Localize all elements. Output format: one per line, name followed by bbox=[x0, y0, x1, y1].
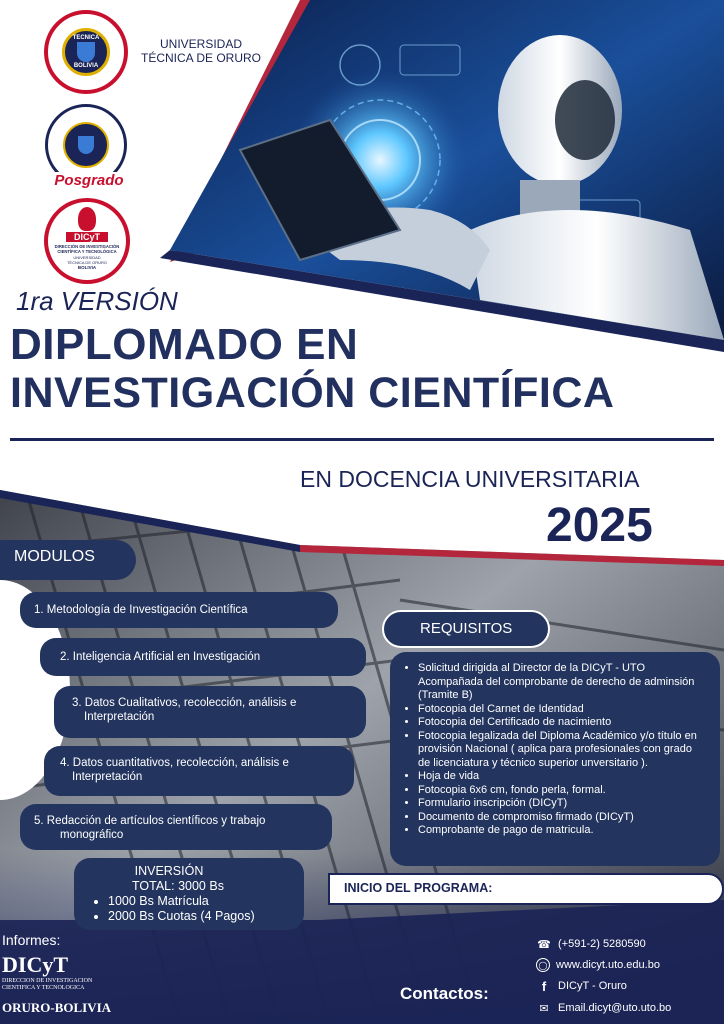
dicyt-logo bbox=[44, 198, 130, 284]
uto-logo-text-bottom: BOLIVIA bbox=[73, 63, 99, 69]
dicyt-logo-line3: UNIVERSIDAD bbox=[73, 254, 101, 260]
module-text: Interpretación bbox=[72, 771, 143, 783]
requirements-list bbox=[404, 662, 706, 838]
contacts-label: Contactos: bbox=[400, 984, 489, 1003]
requirement-item: • Hoja de vida bbox=[418, 770, 706, 784]
module-text: monográfico bbox=[60, 829, 124, 841]
investment-heading: INVERSIÓN bbox=[134, 864, 204, 878]
emblem-icon bbox=[78, 136, 94, 154]
year: 2025 bbox=[546, 499, 653, 552]
modules-heading: MODULOS bbox=[0, 540, 136, 580]
contact-facebook[interactable] bbox=[536, 978, 671, 994]
investment-panel bbox=[74, 858, 304, 930]
contact-email[interactable] bbox=[536, 1000, 671, 1016]
contact-email-text: Email.dicyt@uto.uto.bo bbox=[558, 1002, 672, 1014]
requirement-item: • Comprobante de pago de matricula. bbox=[418, 824, 706, 838]
informes-line1: DIRECCION DE INVESTIGACION bbox=[2, 978, 93, 984]
requirement-item: • Documento de compromiso firmado (DICyT) bbox=[418, 811, 706, 825]
module-text: 4. Datos cuantitativos, recolección, análisis e bbox=[60, 757, 289, 769]
dicyt-logo-line5: BOLIVIA bbox=[77, 264, 97, 270]
contact-web[interactable] bbox=[536, 958, 671, 972]
module-item bbox=[20, 804, 332, 850]
requirement-item: • Fotocopia legalizada del Diploma Académico y/o título en provisión Nacional ( aplica para profesionales con grado de licenciatura y técnico superior unversitario ). bbox=[418, 730, 706, 771]
requirement-item: • Fotocopia del Carnet de Identidad bbox=[418, 703, 706, 717]
informes-line2: CIENTIFICA Y TECNOLOGICA bbox=[2, 985, 85, 991]
informes-name: DICyT bbox=[2, 952, 69, 977]
uto-logo-text-top: TECNICA bbox=[72, 35, 100, 41]
requirement-item: • Fotocopia del Certificado de nacimiento bbox=[418, 716, 706, 730]
module-item bbox=[20, 592, 338, 628]
uto-logo bbox=[44, 10, 128, 94]
title-line1: DIPLOMADO EN bbox=[10, 320, 359, 369]
globe-icon: ◯ bbox=[536, 958, 550, 972]
informes-city: ORURO-BOLIVIA bbox=[2, 1000, 112, 1015]
flame-icon bbox=[78, 207, 96, 231]
contact-facebook-text: DICyT - Oruro bbox=[558, 980, 627, 992]
module-text: 3. Datos Cualitativos, recolección, análisis e bbox=[72, 697, 297, 709]
subtitle: EN DOCENCIA UNIVERSITARIA bbox=[300, 466, 640, 492]
module-text: 1. Metodología de Investigación Científica bbox=[34, 604, 248, 616]
requirement-item: • Solicitud dirigida al Director de la DICyT - UTO Acompañada del comprobante de derecho de adminsión (Tramite B) bbox=[418, 662, 706, 703]
module-item bbox=[40, 638, 366, 676]
investment-total: TOTAL: 3000 Bs bbox=[132, 879, 224, 893]
posgrado-label: Posgrado bbox=[48, 172, 130, 189]
title-line2: INVESTIGACIÓN CIENTÍFICA bbox=[10, 369, 615, 417]
dicyt-logo-name: DICyT bbox=[66, 232, 108, 242]
phone-icon: ☎ bbox=[537, 938, 551, 951]
info-section bbox=[0, 470, 724, 1024]
hero-section bbox=[0, 0, 724, 470]
module-item bbox=[54, 686, 366, 738]
contact-web-text: www.dicyt.uto.edu.bo bbox=[556, 959, 660, 971]
module-text: Interpretación bbox=[84, 711, 155, 723]
module-text: 5. Redacción de artículos científicos y trabajo bbox=[34, 815, 266, 827]
dicyt-logo-line2: CIENTÍFICA Y TECNOLÓGICA bbox=[57, 248, 117, 254]
university-line2: TÉCNICA DE ORURO bbox=[140, 51, 261, 65]
university-name bbox=[137, 37, 265, 65]
contact-phone[interactable] bbox=[536, 936, 671, 952]
contacts-list bbox=[536, 936, 671, 1016]
university-line1: UNIVERSIDAD bbox=[159, 37, 242, 51]
contact-phone-text: (+591-2) 5280590 bbox=[558, 938, 646, 950]
dicyt-logo-line1: DIRECCIÓN DE INVESTIGACIÓN bbox=[54, 243, 120, 249]
requirements-heading: REQUISITOS bbox=[382, 610, 550, 648]
requirements-panel bbox=[390, 652, 720, 866]
shield-icon bbox=[77, 42, 95, 62]
program-start: INICIO DEL PROGRAMA: bbox=[328, 873, 724, 905]
dicyt-logo-line4: TÉCNICA DE ORURO bbox=[66, 259, 107, 265]
module-item bbox=[44, 746, 354, 796]
module-text: 2. Inteligencia Artificial en Investigación bbox=[60, 651, 261, 663]
investment-item: • 1000 Bs Matrícula bbox=[108, 894, 290, 909]
requirement-item: • Fotocopia 6x6 cm, fondo perla, formal. bbox=[418, 784, 706, 798]
informes-label: Informes: bbox=[2, 932, 61, 948]
facebook-icon: f bbox=[541, 978, 547, 994]
requirement-item: • Formulario inscripción (DICyT) bbox=[418, 797, 706, 811]
investment-item: • 2000 Bs Cuotas (4 Pagos) bbox=[108, 909, 290, 924]
mail-icon: ✉ bbox=[539, 1002, 549, 1015]
version-label: 1ra VERSIÓN bbox=[16, 286, 178, 316]
